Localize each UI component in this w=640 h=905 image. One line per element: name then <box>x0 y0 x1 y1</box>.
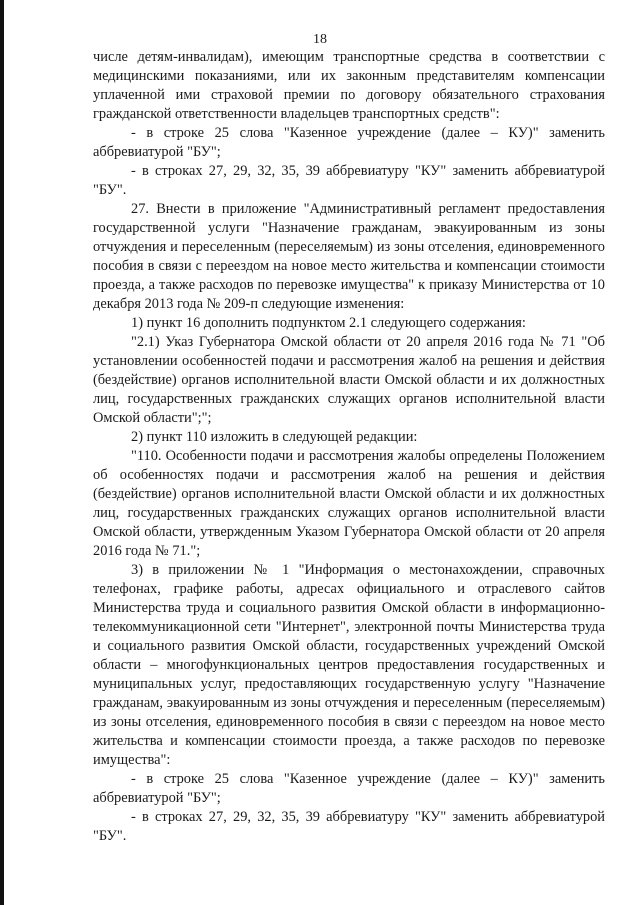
paragraph-quote-2-1: "2.1) Указ Губернатора Омской области от 20 апреля 2016 года № 71 "Об установлении особенностей подачи и рассмотрения жалоб на решения и действия (бездействие) органов исполнительной власти Омской области и их должностных лиц, государственных гражданских служащих органов исполнительной власти Омской области";"; <box>93 334 605 426</box>
document-body <box>93 48 605 846</box>
page-number: 18 <box>313 32 327 47</box>
paragraph-item-27: 27. Внести в приложение "Административный регламент предоставления государственной услуги "Назначение гражданам, эвакуированным из зоны отчуждения и переселенным (переселяемым) из зоны отселения, единовременного пособия в связи с переездом на новое место жительства и компенсации стоимости проезда, а также расходов по перевозке имущества" к приказу Министерства от 10 декабря 2013 года № 209-п следующие изменения: <box>93 201 605 312</box>
paragraph-subitem-2: 2) пункт 110 изложить в следующей редакции: <box>131 429 418 445</box>
paragraph-continuation: числе детям-инвалидам), имеющим транспортные средства в соответствии с медицинскими показаниями, или их законным представителям компенсации уплаченной ими страховой премии по договору обязательного страхования гражданской ответственности владельцев транспортных средств": <box>93 49 605 122</box>
paragraph-quote-110: "110. Особенности подачи и рассмотрения жалобы определены Положением об особенностях подачи и рассмотрения жалоб на решения и действия (бездействие) органов исполнительной власти Омской области и их должностных лиц, государственных гражданских служащих органов исполнительной власти Омской области, утвержденным Указом Губернатора Омской области от 20 апреля 2016 года № 71."; <box>93 448 605 559</box>
paragraph-subitem-1: 1) пункт 16 дополнить подпунктом 2.1 следующего содержания: <box>131 315 526 331</box>
paragraph-amendment-lines-27-39-b: - в строках 27, 29, 32, 35, 39 аббревиатуру "КУ" заменить аббревиатурой "БУ". <box>93 809 605 844</box>
scan-edge <box>0 0 4 905</box>
paragraph-subitem-3: 3) в приложении № 1 "Информация о местонахождении, справочных телефонах, графике работы, адресах официального и отраслевого сайтов Министерства труда и социального развития Омской области в информационно-телекоммуникационной сети "Интернет", электронной почты Министерства труда и социального развития Омской области, государственных учреждений Омской области – многофункциональных центров предоставления государственных и муниципальных услуг, предоставляющих государственную услугу "Назначение гражданам, эвакуированным из зоны отчуждения и переселенным (переселяемым) из зоны отселения, единовременного пособия в связи с переездом на новое место жительства и компенсации стоимости проезда, а также расходов по перевозке имущества": <box>93 562 605 768</box>
paragraph-amendment-lines-27-39: - в строках 27, 29, 32, 35, 39 аббревиатуру "КУ" заменить аббревиатурой "БУ". <box>93 163 605 198</box>
paragraph-amendment-line-25-b: - в строке 25 слова "Казенное учреждение (далее – КУ)" заменить аббревиатурой "БУ"; <box>93 771 605 806</box>
paragraph-amendment-line-25: - в строке 25 слова "Казенное учреждение (далее – КУ)" заменить аббревиатурой "БУ"; <box>93 125 605 160</box>
